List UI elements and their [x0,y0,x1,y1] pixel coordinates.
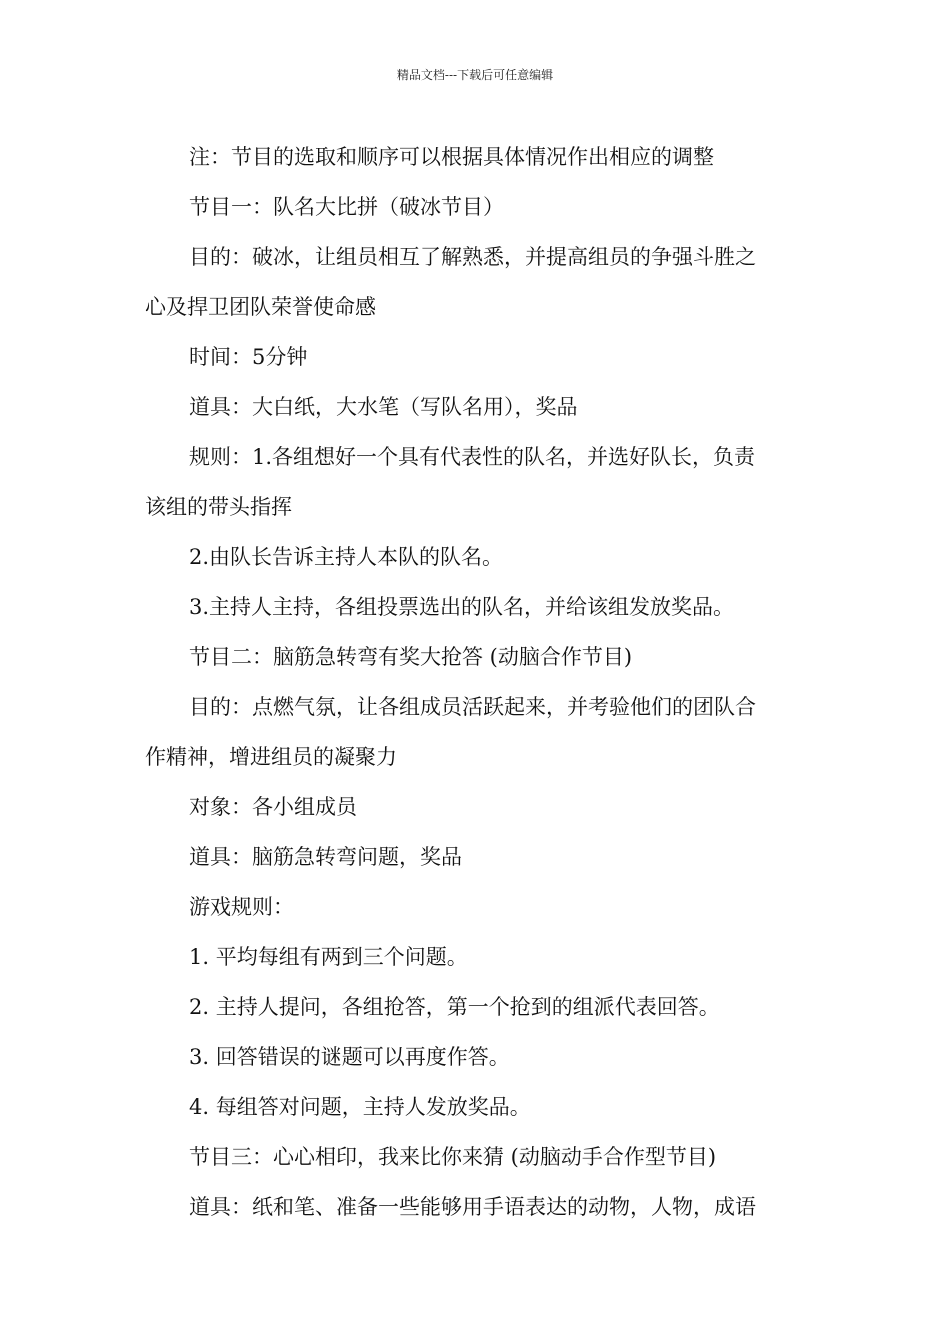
paragraph-line: 作精神，增进组员的凝聚力 [145,745,397,769]
paragraph-line: 2.由队长告诉主持人本队的队名。 [189,545,504,569]
paragraph-line: 目的：破冰，让组员相互了解熟悉，并提高组员的争强斗胜之 [189,245,756,269]
paragraph-line: 道具：纸和笔、准备一些能够用手语表达的动物，人物，成语 [189,1195,756,1219]
paragraph-line: 目的：点燃气氛，让各组成员活跃起来，并考验他们的团队合 [189,695,756,719]
paragraph-line: 游戏规则： [189,895,294,919]
paragraph-line: 时间：5分钟 [189,345,308,369]
page-header: 精品文档---下载后可任意编辑 [396,68,554,82]
paragraph-line: 注：节目的选取和顺序可以根据具体情况作出相应的调整 [189,145,714,169]
list-item: 1. 平均每组有两到三个问题。 [189,945,468,969]
document-body [145,132,810,1232]
list-item: 4. 每组答对问题，主持人发放奖品。 [189,1095,531,1119]
section-heading-3: 节目三：心心相印，我来比你来猜 (动脑动手合作型节目) [189,1145,717,1169]
paragraph-line: 道具：脑筋急转弯问题，奖品 [189,845,462,869]
list-item: 3. 回答错误的谜题可以再度作答。 [189,1045,510,1069]
paragraph-line: 规则：1.各组想好一个具有代表性的队名，并选好队长，负责 [189,445,756,469]
paragraph-line: 道具：大白纸，大水笔（写队名用），奖品 [189,395,578,419]
paragraph-line: 心及捍卫团队荣誉使命感 [145,295,376,319]
list-item: 2. 主持人提问，各组抢答，第一个抢到的组派代表回答。 [189,995,720,1019]
paragraph-line: 该组的带头指挥 [145,495,292,519]
paragraph-line: 3.主持人主持，各组投票选出的队名，并给该组发放奖品。 [189,595,735,619]
section-heading-1: 节目一：队名大比拼（破冰节目） [189,195,504,219]
paragraph-line: 对象：各小组成员 [189,795,357,819]
section-heading-2: 节目二：脑筋急转弯有奖大抢答 (动脑合作节目) [189,645,633,669]
